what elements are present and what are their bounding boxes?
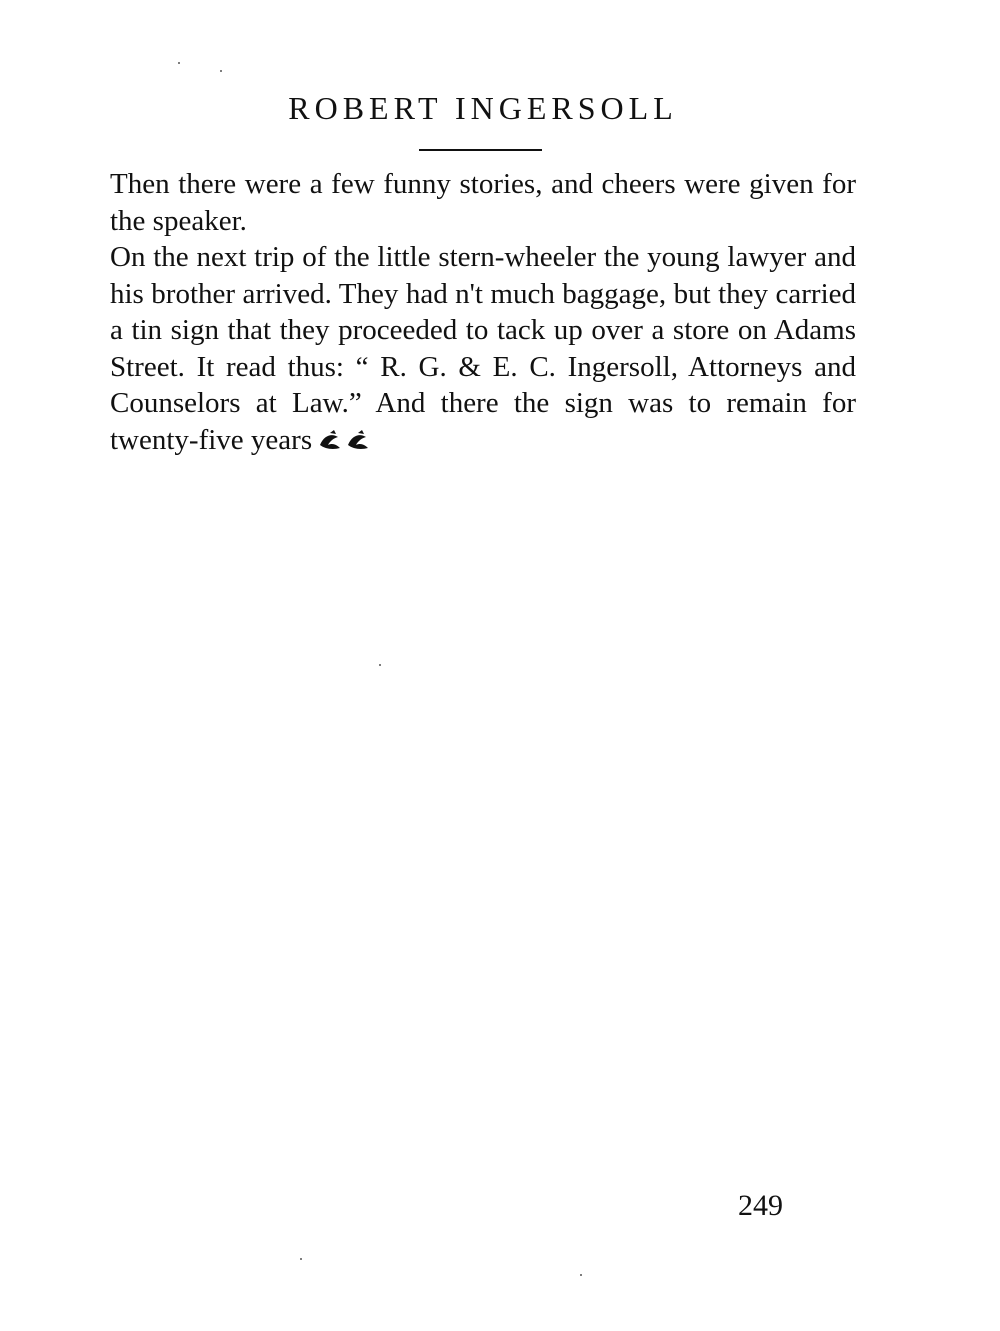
- paper-speck: [580, 1274, 582, 1276]
- paper-speck: [379, 664, 381, 666]
- running-head: ROBERT INGERSOLL: [288, 90, 678, 126]
- printer-leaf-ornament-icon: [318, 422, 374, 459]
- page-number: 249: [738, 1189, 783, 1222]
- paragraph-1: Then there were a few funny stories, and cheers were given for the speaker.: [110, 168, 856, 237]
- paper-speck: [220, 70, 222, 72]
- paper-speck: [300, 1258, 302, 1260]
- paragraph-2: [110, 239, 856, 458]
- paper-speck: [178, 62, 180, 64]
- head-rule-divider: [419, 149, 542, 151]
- body-text: [110, 166, 856, 458]
- paragraph-2-text: On the next trip of the little stern-wheeler the young lawyer and his brother arrived. They had n't much baggage, but they carried a tin sign that they proceeded to tack up over a store on Adams Street. It read thus: “ R. G. & E. C. Ingersoll, Attorneys and Counselors at Law.” And there the sign was to remain for twenty-five years: [110, 241, 856, 456]
